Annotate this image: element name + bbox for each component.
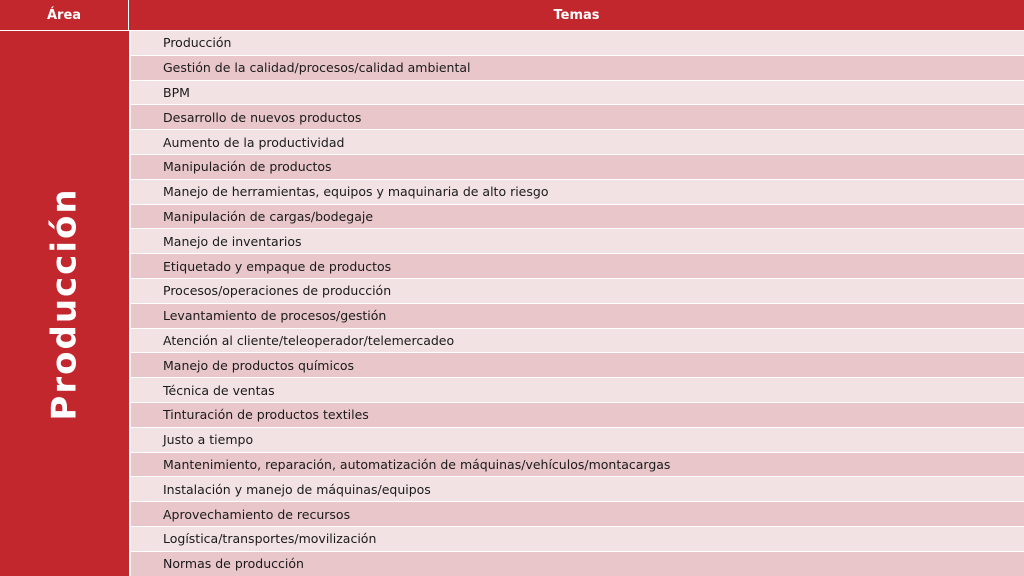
table-row: Técnica de ventas <box>131 378 1024 402</box>
table-row: Justo a tiempo <box>131 428 1024 452</box>
table-row: Manipulación de productos <box>131 155 1024 179</box>
table-row: Producción <box>131 31 1024 55</box>
table-row: Manejo de productos químicos <box>131 353 1024 377</box>
table-row: Desarrollo de nuevos productos <box>131 105 1024 129</box>
table-row: Logística/transportes/movilización <box>131 527 1024 551</box>
table-row: Aprovechamiento de recursos <box>131 502 1024 526</box>
table-row: Manejo de herramientas, equipos y maquinaria de alto riesgo <box>131 180 1024 204</box>
table-row: Normas de producción <box>131 552 1024 576</box>
table-row: Gestión de la calidad/procesos/calidad ambiental <box>131 56 1024 80</box>
table-row: Instalación y manejo de máquinas/equipos <box>131 477 1024 501</box>
table-row: BPM <box>131 81 1024 105</box>
area-label: Producción <box>44 186 85 421</box>
table-row: Aumento de la productividad <box>131 130 1024 154</box>
table-row: Procesos/operaciones de producción <box>131 279 1024 303</box>
table-header <box>0 0 1024 30</box>
table-row: Manejo de inventarios <box>131 229 1024 253</box>
header-area: Área <box>0 0 129 30</box>
table-row: Etiquetado y empaque de productos <box>131 254 1024 278</box>
table-row: Manipulación de cargas/bodegaje <box>131 205 1024 229</box>
temas-list <box>131 31 1024 576</box>
area-cell <box>0 31 129 576</box>
table-row: Levantamiento de procesos/gestión <box>131 304 1024 328</box>
table-row: Mantenimiento, reparación, automatización de máquinas/vehículos/montacargas <box>131 453 1024 477</box>
table-row: Atención al cliente/teleoperador/telemercadeo <box>131 329 1024 353</box>
table-row: Tinturación de productos textiles <box>131 403 1024 427</box>
header-temas: Temas <box>129 0 1024 30</box>
